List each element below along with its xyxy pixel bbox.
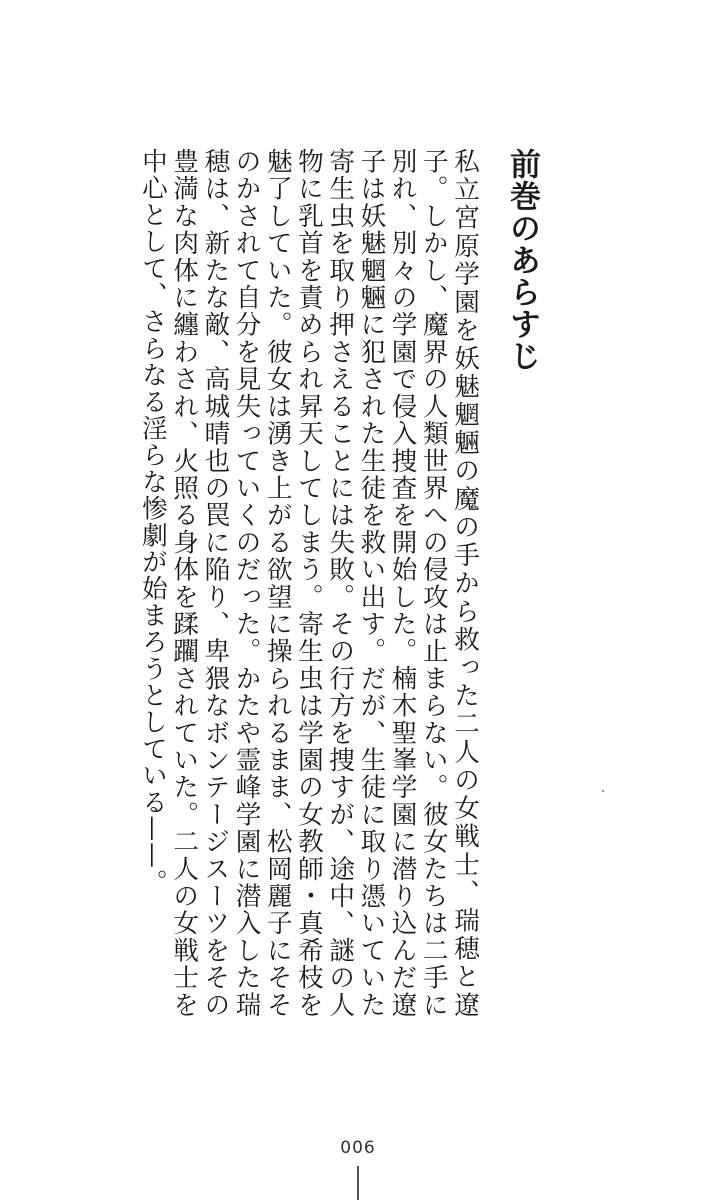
chapter-heading: 前巻のあらすじ xyxy=(504,148,540,372)
page-number-rule xyxy=(357,1166,359,1200)
synopsis-body: 私立宮原学園を妖魅魍魎の魔の手から救った二人の女戦士、瑞穂と遼子。しかし、魔界の人類世界への侵攻は止まらない。彼女たちは二手に別れ、別々の学園で侵入捜査を開始した。楠木聖峯学園に潜り込んだ遼子は妖魅魍魎に犯された生徒を救い出す。だが、生徒に取り憑いていた寄生虫を取り押さえることには失敗。その行方を捜すが、途中、謎の人物に乳首を責められ昇天してしまう。寄生虫は学園の女教師・真希枝を魅了していた。彼女は湧き上がる欲望に操られるまま、松岡麗子にそそのかされて自分を見失っていくのだった。かたや霊峰学園に潜入した瑞穂は、新たな敵、高城晴也の罠に陥り、卑猥なボンテージスーツをその豊満な肉体に纏わされ、火照る身体を蹂躙されていた。二人の女戦士を中心として、さらなる淫らな惨劇が始まろうとしている——。 xyxy=(137,148,480,1018)
page-number: 006 xyxy=(340,1138,376,1158)
scan-speck xyxy=(602,790,604,792)
